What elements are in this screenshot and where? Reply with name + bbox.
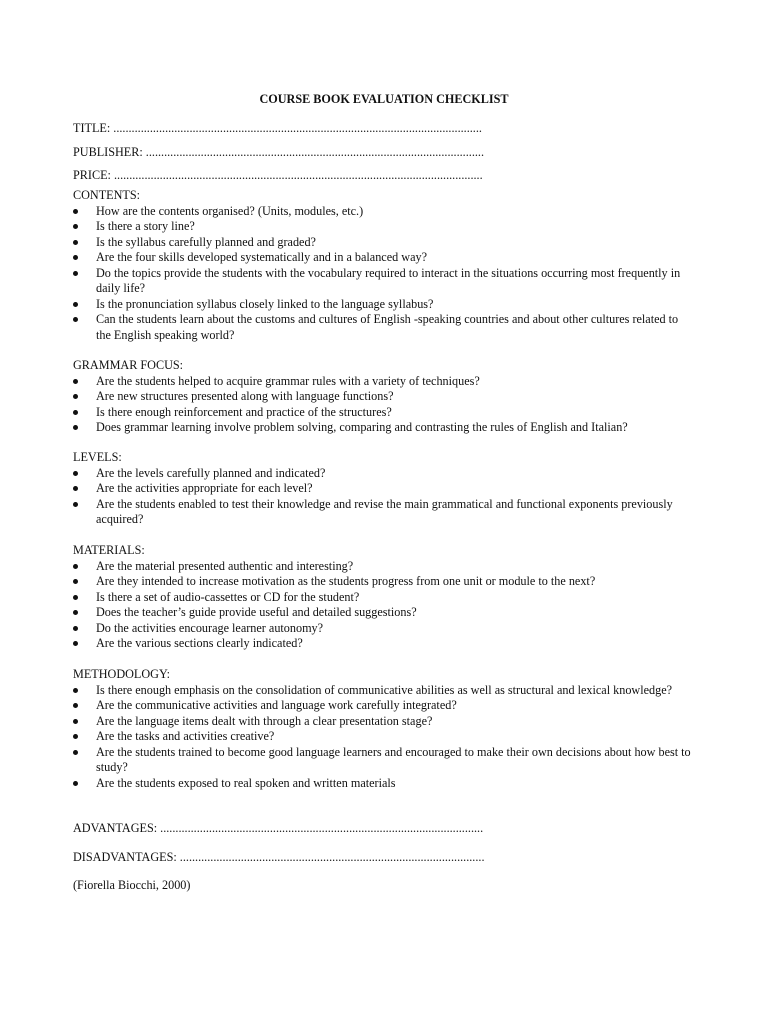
bullet-icon (73, 781, 78, 786)
section-heading: LEVELS: (73, 450, 122, 464)
bullet-icon (73, 425, 78, 430)
bullet-icon (73, 379, 78, 384)
bullet-icon (73, 486, 78, 491)
bullet-icon (73, 394, 78, 399)
bullet-icon (73, 502, 78, 507)
list-item: Are the activities appropriate for each level? (73, 481, 693, 497)
list-item: Are the four skills developed systematically and in a balanced way? (73, 250, 693, 266)
list-item: Is there enough reinforcement and practice of the structures? (73, 405, 693, 421)
list-item: Is the pronunciation syllabus closely linked to the language syllabus? (73, 297, 693, 313)
bullet-icon (73, 626, 78, 631)
list-item: Is there enough emphasis on the consolidation of communicative abilities as well as structural and lexical knowledge? (73, 683, 693, 699)
bullet-icon (73, 719, 78, 724)
section-heading: MATERIALS: (73, 543, 145, 557)
bullet-icon (73, 703, 78, 708)
list-item: Can the students learn about the customs and cultures of English -speaking countries and about other cultures related to the English speaking world? (73, 312, 693, 343)
list-item: Are the material presented authentic and interesting? (73, 559, 693, 575)
bullet-icon (73, 750, 78, 755)
list-item: Are the students helped to acquire grammar rules with a variety of techniques? (73, 374, 693, 390)
bullet-icon (73, 641, 78, 646)
bullet-icon (73, 471, 78, 476)
bullet-icon (73, 209, 78, 214)
list-item: Are they intended to increase motivation as the students progress from one unit or module to the next? (73, 574, 693, 590)
bullet-icon (73, 610, 78, 615)
bullet-icon (73, 240, 78, 245)
bullet-icon (73, 579, 78, 584)
citation: (Fiorella Biocchi, 2000) (73, 878, 191, 892)
section-materials (73, 543, 693, 652)
advantages-field: ADVANTAGES: .......................................................................................................... (73, 821, 484, 835)
bullet-icon (73, 317, 78, 322)
section-contents (73, 188, 693, 343)
list-item: Are the levels carefully planned and indicated? (73, 466, 693, 482)
disadvantages-field: DISADVANTAGES: .................................................................................................... (73, 850, 485, 864)
bullet-icon (73, 302, 78, 307)
section-methodology (73, 667, 693, 791)
title-field: TITLE: ......................................................................................................................... (73, 121, 482, 135)
list-item: Are the communicative activities and language work carefully integrated? (73, 698, 693, 714)
item-list (73, 466, 693, 528)
list-item: Does grammar learning involve problem solving, comparing and contrasting the rules of English and Italian? (73, 420, 693, 436)
list-item: Are the tasks and activities creative? (73, 729, 693, 745)
page-title: COURSE BOOK EVALUATION CHECKLIST (259, 92, 509, 106)
section-levels (73, 450, 693, 528)
list-item: Do the topics provide the students with the vocabulary required to interact in the situations occurring most frequently in daily life? (73, 266, 693, 297)
list-item: Are the students trained to become good language learners and encouraged to make their own decisions about how best to study? (73, 745, 693, 776)
bullet-icon (73, 255, 78, 260)
list-item: Is there a story line? (73, 219, 693, 235)
item-list (73, 559, 693, 652)
bullet-icon (73, 564, 78, 569)
item-list (73, 683, 693, 792)
price-field: PRICE: ......................................................................................................................... (73, 168, 483, 182)
list-item: Are the language items dealt with through a clear presentation stage? (73, 714, 693, 730)
list-item: How are the contents organised? (Units, modules, etc.) (73, 204, 693, 220)
item-list (73, 374, 693, 436)
bullet-icon (73, 595, 78, 600)
list-item: Are the students exposed to real spoken and written materials (73, 776, 693, 792)
section-heading: METHODOLOGY: (73, 667, 171, 681)
list-item: Are new structures presented along with language functions? (73, 389, 693, 405)
list-item: Do the activities encourage learner autonomy? (73, 621, 693, 637)
bullet-icon (73, 410, 78, 415)
bullet-icon (73, 734, 78, 739)
list-item: Are the various sections clearly indicated? (73, 636, 693, 652)
section-heading: GRAMMAR FOCUS: (73, 358, 184, 372)
bullet-icon (73, 688, 78, 693)
bullet-icon (73, 224, 78, 229)
list-item: Are the students enabled to test their knowledge and revise the main grammatical and functional exponents previously acquired? (73, 497, 693, 528)
list-item: Is the syllabus carefully planned and graded? (73, 235, 693, 251)
bullet-icon (73, 271, 78, 276)
publisher-field: PUBLISHER: ............................................................................................................... (73, 145, 485, 159)
item-list (73, 204, 693, 344)
list-item: Does the teacher’s guide provide useful and detailed suggestions? (73, 605, 693, 621)
list-item: Is there a set of audio-cassettes or CD for the student? (73, 590, 693, 606)
section-grammar-focus (73, 358, 693, 436)
section-heading: CONTENTS: (73, 188, 141, 202)
